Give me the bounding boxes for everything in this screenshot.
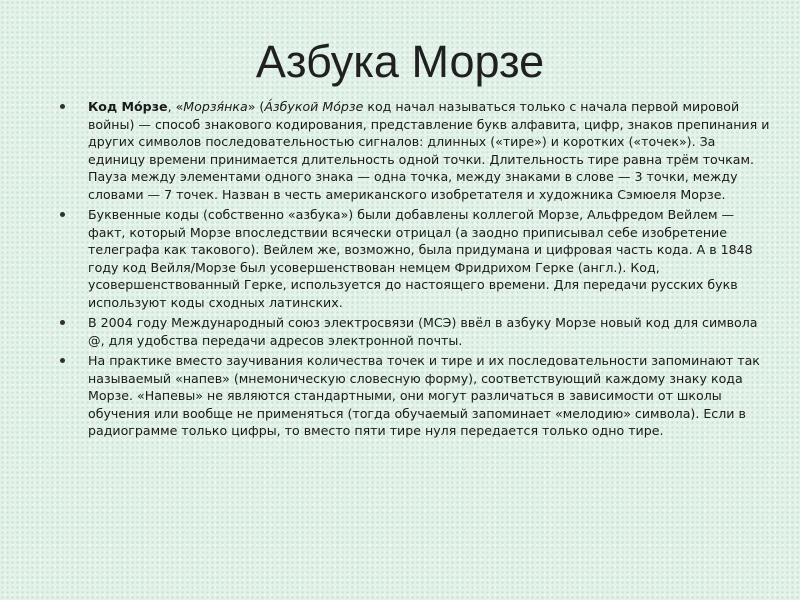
- paragraph-text: код начал называться только с начала первой мировой войны) — способ знакового кодирования, представление букв алфавита, цифр, знаков препинания и других символов последовательностью сигналов: длинных («тире») и коротких («точек»). За единицу времени принимается длительность одной точки. Длительность тире равна трём точкам. Пауза между элементами одного знака — одна точка, между знаками в слове — 3 точки, между словами — 7 точек. Назван в честь американского изобретателя и художника Сэмюеля Морзе.: [88, 99, 770, 202]
- slide-body: [60, 98, 772, 443]
- paragraph-text: Буквенные коды (собственно «азбука») были добавлены коллегой Морзе, Альфредом Вейлем — факт, который Морзе впоследствии всячески отрицал (а заодно приписывал себе изобретение телеграфа как такового). Вейлем же, возможно, была придумана и цифровая часть кода. А в 1848 году код Вейля/Морзе был усовершенствован немцем Фридрихом Герке (англ.). Код, усовершенствованный Герке, используется до настоящего времени. Для передачи русских букв используют коды сходных латинских.: [88, 207, 753, 310]
- separator: » (: [247, 99, 265, 114]
- bullet-item: [60, 314, 772, 349]
- bullet-item: [60, 352, 772, 440]
- paragraph-text: На практике вместо заучивания количества точек и тире и их последовательности запоминают так называемый «напев» (мнемоническую словесную форму), соответствующий каждому знаку кода Морзе. «Напевы» не являются стандартными, они могут различаться в зависимости от школы обучения или вообще не применяться (тогда обучаемый запоминает «мелодию» символа). Если в радиограмме только цифры, то вместо пяти тире нуля передается только одно тире.: [88, 353, 760, 438]
- slide-title: Азбука Морзе: [255, 36, 545, 87]
- bullet-item: [60, 206, 772, 311]
- alias-morzyanka: Морзя́нка: [183, 99, 248, 114]
- paragraph-text: В 2004 году Международный союз электросвязи (МСЭ) ввёл в азбуку Морзе новый код для символа @, для удобства передачи адресов электронной почты.: [88, 315, 758, 348]
- alias-azbuka-morze: А́збукой Мо́рзе: [264, 99, 364, 114]
- bullet-dot-icon: [60, 104, 65, 109]
- bullet-dot-icon: [60, 320, 65, 325]
- bullet-dot-icon: [60, 358, 65, 363]
- bullet-dot-icon: [60, 212, 65, 217]
- bullet-item: [60, 98, 772, 203]
- separator: , «: [167, 99, 184, 114]
- term-morse-code: Код Мо́рзе: [88, 99, 168, 114]
